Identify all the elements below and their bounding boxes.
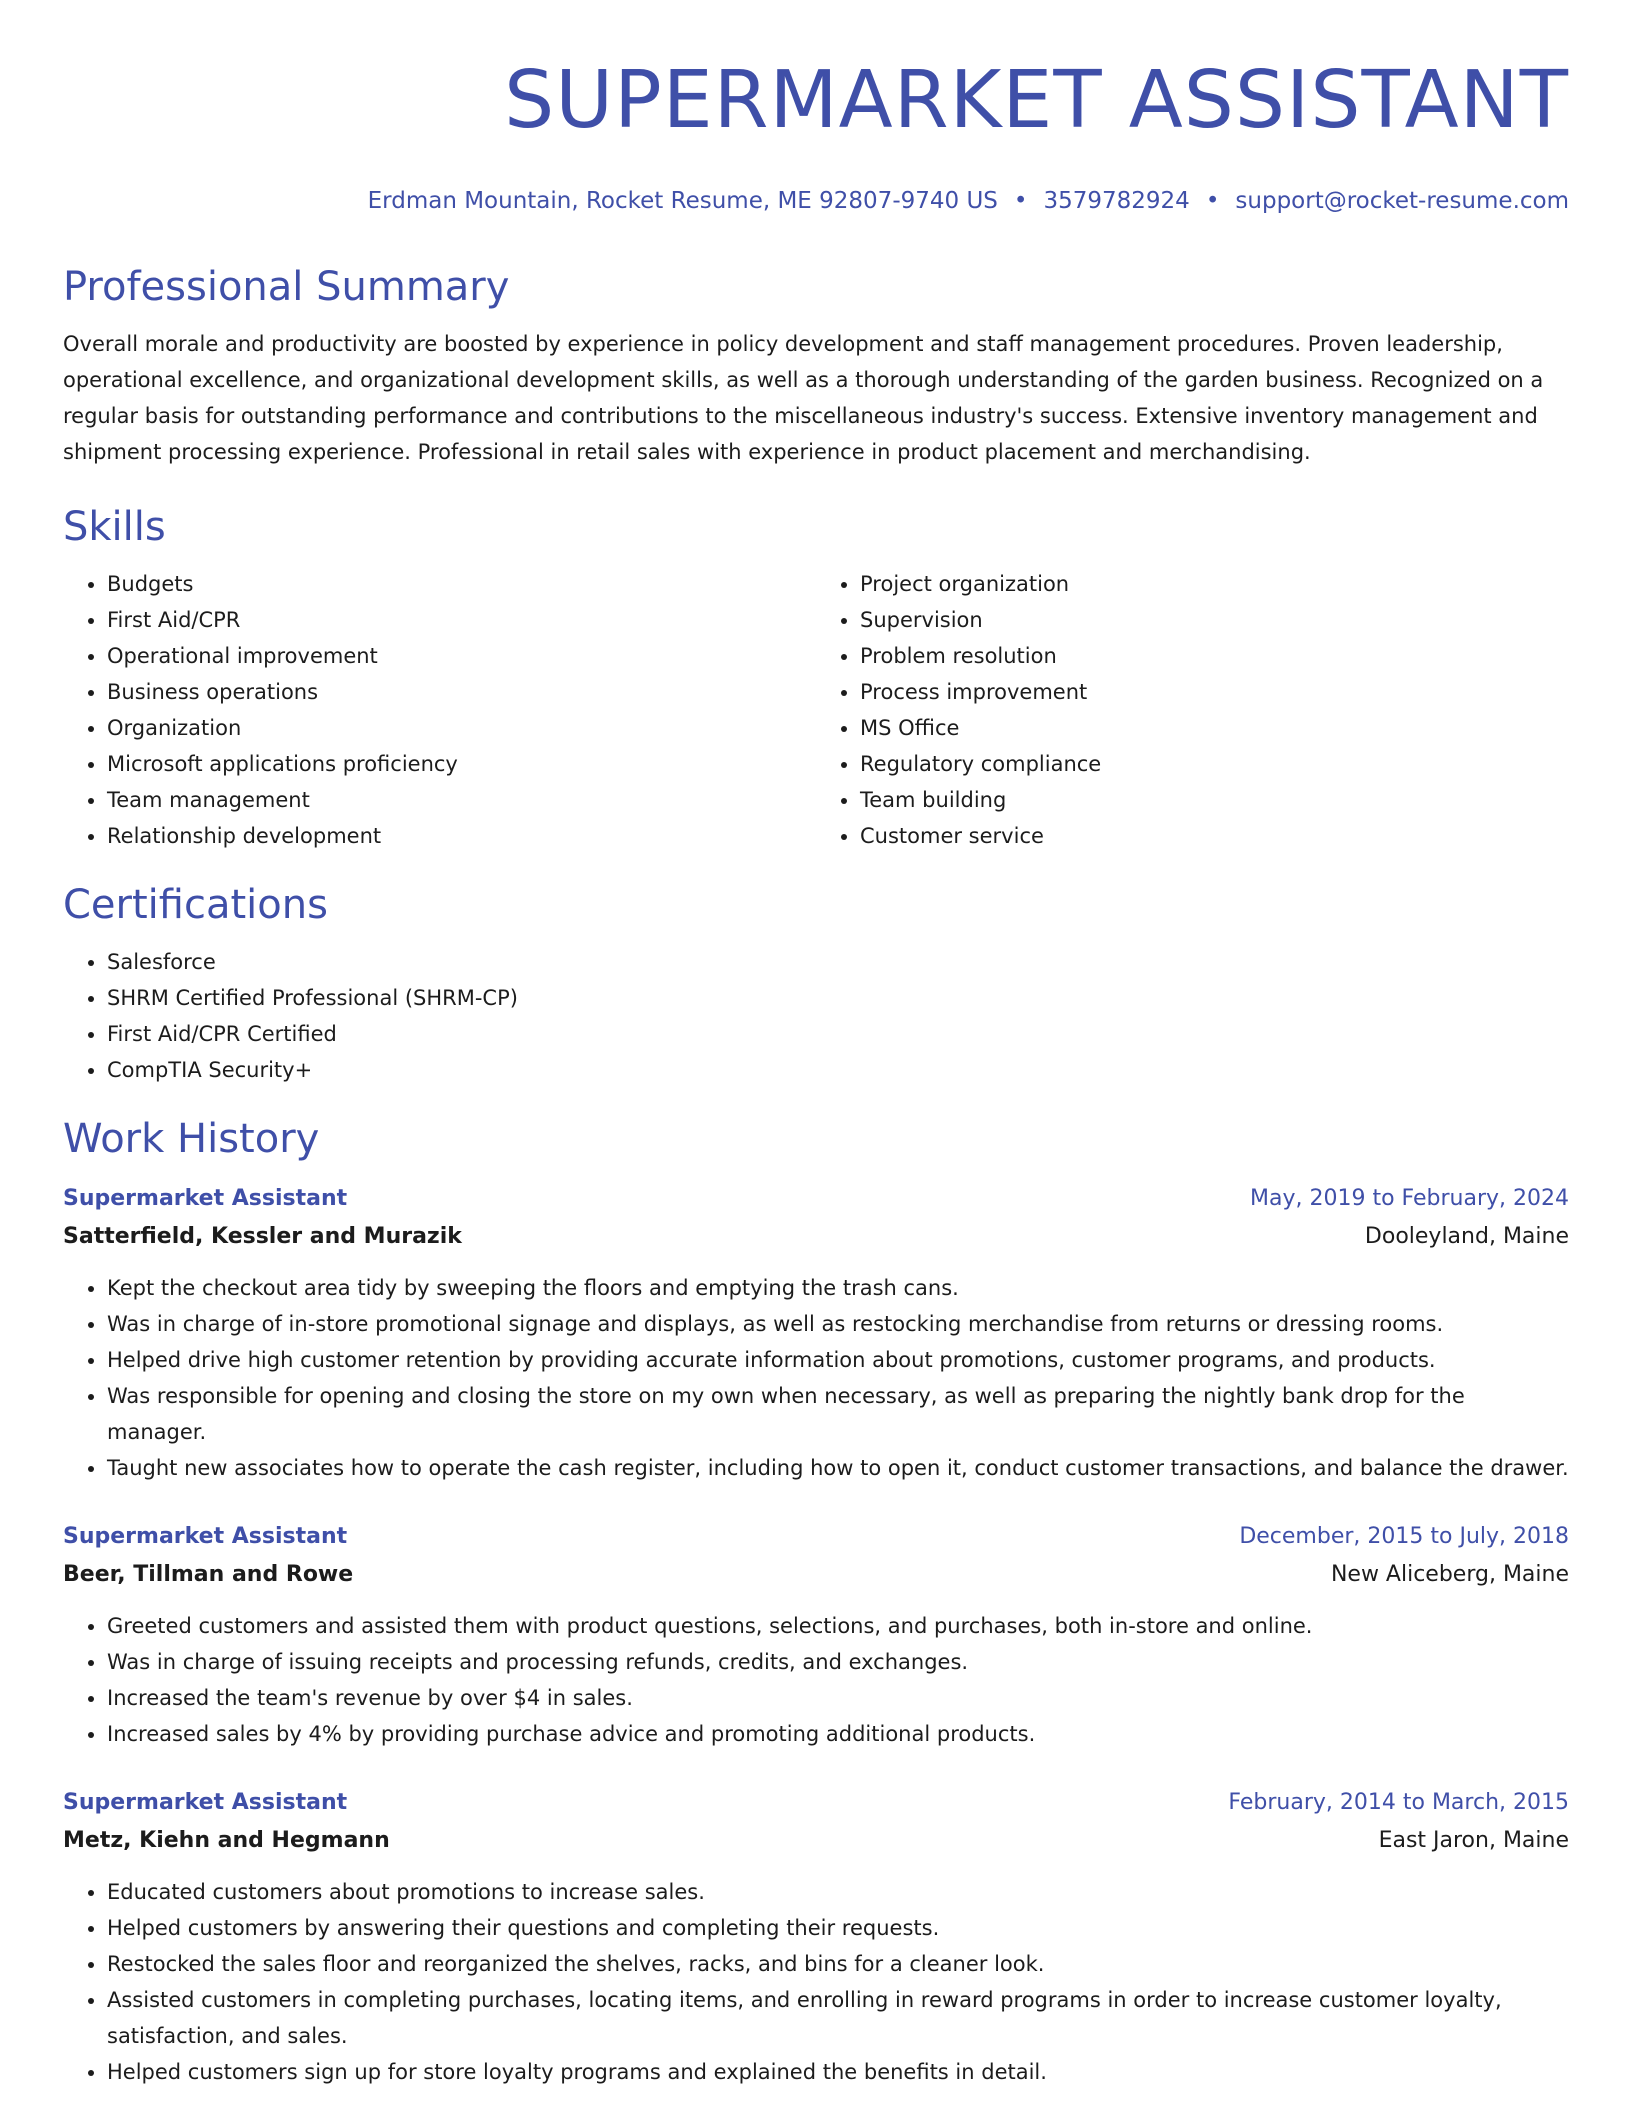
contact-phone: 3579782924 bbox=[1043, 188, 1190, 214]
job-header bbox=[63, 1180, 1569, 1218]
skill-item: • Operational improvement bbox=[107, 638, 816, 674]
skill-item: • Microsoft applications proficiency bbox=[107, 746, 816, 782]
skill-item: • MS Office bbox=[860, 710, 1569, 746]
skill-item: • Customer service bbox=[860, 818, 1569, 854]
resume-title: SUPERMARKET ASSISTANT bbox=[504, 54, 1569, 146]
skill-item: • Business operations bbox=[107, 674, 816, 710]
job-bullet: • Educated customers about promotions to increase sales. bbox=[107, 1874, 1569, 1910]
job-bullet: • Greeted customers and assisted them with product questions, selections, and purchases, both in-store and online. bbox=[107, 1608, 1569, 1644]
job-role: Supermarket Assistant bbox=[63, 1790, 348, 1815]
skills-columns bbox=[63, 566, 1569, 854]
job-company: Metz, Kiehn and Hegmann bbox=[63, 1828, 390, 1853]
job-bullet: • Taught new associates how to operate the cash register, including how to open it, conduct customer transactions, and balance the drawer. bbox=[107, 1450, 1569, 1486]
job-company: Beer, Tillman and Rowe bbox=[63, 1562, 354, 1587]
skill-item: • Budgets bbox=[107, 566, 816, 602]
job-entry bbox=[63, 1180, 1569, 1486]
certification-item: • CompTIA Security+ bbox=[107, 1052, 1569, 1088]
job-bullet: • Assisted customers in completing purchases, locating items, and enrolling in reward programs in order to increase customer loyalty, satisfaction, and sales. bbox=[107, 1982, 1569, 2054]
job-bullet: • Was in charge of issuing receipts and processing refunds, credits, and exchanges. bbox=[107, 1644, 1569, 1680]
job-location: East Jaron, Maine bbox=[1378, 1828, 1569, 1853]
job-bullet: • Helped customers sign up for store loyalty programs and explained the benefits in detail. bbox=[107, 2054, 1569, 2090]
contact-line bbox=[63, 184, 1569, 218]
job-bullet: • Was in charge of in-store promotional signage and displays, as well as restocking merchandise from returns or dressing rooms. bbox=[107, 1306, 1569, 1342]
certifications-list bbox=[63, 944, 1569, 1088]
job-dates: February, 2014 to March, 2015 bbox=[1228, 1790, 1569, 1815]
job-subheader bbox=[63, 1218, 1569, 1256]
certification-item: • SHRM Certified Professional (SHRM-CP) bbox=[107, 980, 1569, 1016]
skill-item: • Organization bbox=[107, 710, 816, 746]
job-bullet: • Restocked the sales floor and reorganized the shelves, racks, and bins for a cleaner look. bbox=[107, 1946, 1569, 1982]
job-subheader bbox=[63, 1556, 1569, 1594]
job-dates: December, 2015 to July, 2018 bbox=[1239, 1524, 1569, 1549]
job-bullets bbox=[63, 1874, 1569, 2090]
skill-item: • Supervision bbox=[860, 602, 1569, 638]
job-dates: May, 2019 to February, 2024 bbox=[1250, 1186, 1569, 1211]
job-subheader bbox=[63, 1822, 1569, 1860]
job-bullet: • Increased the team's revenue by over $4 in sales. bbox=[107, 1680, 1569, 1716]
skill-item: • Process improvement bbox=[860, 674, 1569, 710]
job-bullets bbox=[63, 1270, 1569, 1486]
skill-item: • Regulatory compliance bbox=[860, 746, 1569, 782]
skill-item: • Problem resolution bbox=[860, 638, 1569, 674]
skills-heading: Skills bbox=[63, 504, 166, 550]
certifications-heading: Certifications bbox=[63, 882, 328, 928]
skill-item: • Relationship development bbox=[107, 818, 816, 854]
job-bullet: • Helped drive high customer retention by providing accurate information about promotions, customer programs, and products. bbox=[107, 1342, 1569, 1378]
skill-item: • Project organization bbox=[860, 566, 1569, 602]
certification-item: • Salesforce bbox=[107, 944, 1569, 980]
job-bullet: • Helped customers by answering their questions and completing their requests. bbox=[107, 1910, 1569, 1946]
contact-separator: • bbox=[1205, 188, 1220, 214]
job-entry bbox=[63, 1784, 1569, 2090]
job-bullet: • Kept the checkout area tidy by sweeping the floors and emptying the trash cans. bbox=[107, 1270, 1569, 1306]
contact-address: Erdman Mountain, Rocket Resume, ME 92807-9740 US bbox=[367, 188, 998, 214]
summary-heading: Professional Summary bbox=[63, 264, 510, 310]
job-bullet: • Increased sales by 4% by providing purchase advice and promoting additional products. bbox=[107, 1716, 1569, 1752]
job-role: Supermarket Assistant bbox=[63, 1186, 348, 1211]
summary-text: Overall morale and productivity are boosted by experience in policy development and staff management procedures. Proven leadership, operational excellence, and organizational development skills, as well as a thorough understanding of the garden business. Recognized on a regular basis for outstanding performance and contributions to the miscellaneous industry's success. Extensive inventory management and shipment processing experience. Professional in retail sales with experience in product placement and merchandising. bbox=[63, 332, 1544, 464]
skill-item: • Team building bbox=[860, 782, 1569, 818]
work-history-heading: Work History bbox=[63, 1116, 320, 1162]
job-location: New Aliceberg, Maine bbox=[1330, 1562, 1569, 1587]
job-bullet: • Was responsible for opening and closing the store on my own when necessary, as well as preparing the nightly bank drop for the manager. bbox=[107, 1378, 1569, 1450]
skill-item: • First Aid/CPR bbox=[107, 602, 816, 638]
contact-separator: • bbox=[1013, 188, 1028, 214]
skill-item: • Team management bbox=[107, 782, 816, 818]
job-location: Dooleyland, Maine bbox=[1364, 1224, 1569, 1249]
job-bullets bbox=[63, 1608, 1569, 1752]
job-header bbox=[63, 1518, 1569, 1556]
job-role: Supermarket Assistant bbox=[63, 1524, 348, 1549]
certification-item: • First Aid/CPR Certified bbox=[107, 1016, 1569, 1052]
job-header bbox=[63, 1784, 1569, 1822]
contact-email: support@rocket-resume.com bbox=[1235, 188, 1569, 214]
skills-right-list bbox=[816, 566, 1569, 854]
skills-left-list bbox=[63, 566, 816, 854]
job-entry bbox=[63, 1518, 1569, 1752]
job-company: Satterfield, Kessler and Murazik bbox=[63, 1224, 462, 1249]
